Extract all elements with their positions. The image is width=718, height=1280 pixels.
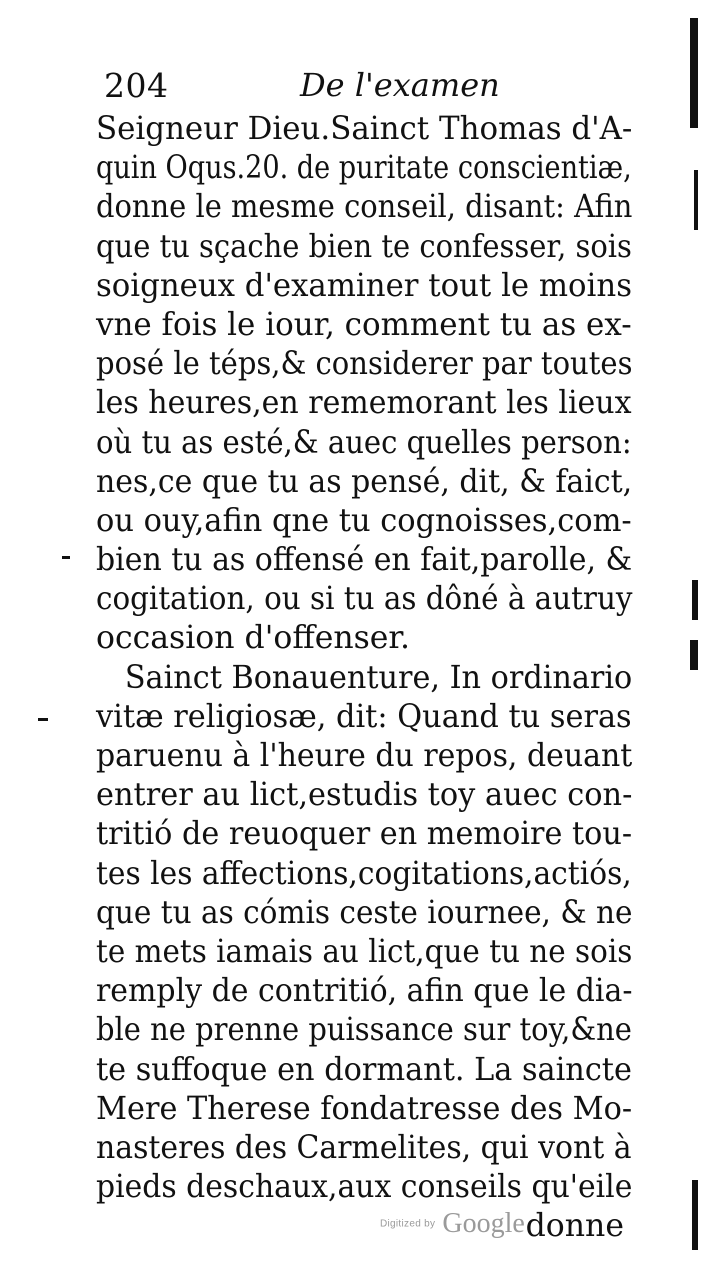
text-line: que tu as cómis ceste iournee, & ne <box>96 894 633 931</box>
text-line: soigneux d'examiner tout le moins <box>96 267 632 304</box>
scan-edge-mark <box>692 1180 698 1250</box>
text-line: remply de contritió, afin que le dia- <box>96 973 633 1010</box>
watermark-prefix: Digitized by <box>380 1218 436 1230</box>
text-line: te mets iamais au lict,que tu ne sois <box>96 933 633 970</box>
scan-dot <box>38 718 48 721</box>
scan-dot <box>62 556 70 559</box>
text-line: bien tu as offensé en fait,parolle, & <box>96 542 633 579</box>
scan-edge-mark <box>694 170 698 230</box>
scan-edge-mark <box>692 580 698 620</box>
text-line: tritió de reuoquer en memoire tou- <box>96 816 633 853</box>
page-header <box>104 66 624 110</box>
text-line: posé le téps,& considerer par toutes <box>96 346 633 383</box>
text-line: où tu as esté,& auec quelles person: <box>96 424 632 461</box>
text-line: vne fois le iour, comment tu as ex- <box>96 306 632 343</box>
text-line: donne le mesme conseil, disant: Afin <box>96 189 633 226</box>
text-line: Seigneur Dieu.Sainct Thomas d'A- <box>96 111 633 147</box>
text-line: ou ouy,afin qne tu cognoisses,com- <box>96 502 632 539</box>
page-number: 204 <box>104 66 169 105</box>
text-line: les heures,en rememorant les lieux <box>96 385 632 422</box>
running-title: De l'examen <box>300 66 500 104</box>
body-text <box>96 110 636 1246</box>
text-line: paruenu à l'heure du repos, deuant <box>96 738 633 774</box>
text-line: cogitation, ou si tu as dôné à autruy <box>96 581 633 618</box>
watermark-brand: Google <box>442 1208 525 1239</box>
scan-edge-mark <box>690 18 698 128</box>
paragraph-start-line: Sainct Bonauenture, In ordinario <box>124 659 633 696</box>
text-line: nasteres des Carmelites, qui vont à <box>96 1129 632 1166</box>
catchword: donne <box>525 1208 624 1245</box>
scan-edge-mark <box>690 640 698 670</box>
text-line: quin Oqus.20. de puritate conscientiæ, <box>96 150 632 187</box>
text-line: ble ne prenne puissance sur toy,&ne <box>96 1012 632 1049</box>
text-line: que tu sçache bien te confesser, sois <box>96 228 632 265</box>
text-line: pieds deschaux,aux conseils qu'eile <box>96 1169 633 1206</box>
text-line: te suffoque en dormant. La saincte <box>96 1051 632 1088</box>
text-line: occasion d'offenser. <box>96 620 411 657</box>
text-line: tes les affections,cogitations,actiós, <box>96 855 632 892</box>
text-line: Mere Therese fondatresse des Mo- <box>96 1090 633 1127</box>
text-line: entrer au lict,estudis toy auec con- <box>96 777 633 814</box>
text-line: nes,ce que tu as pensé, dit, & faict, <box>96 463 633 500</box>
digitized-watermark <box>380 1208 525 1248</box>
text-line: vitæ religiosæ, dit: Quand tu seras <box>96 698 632 735</box>
